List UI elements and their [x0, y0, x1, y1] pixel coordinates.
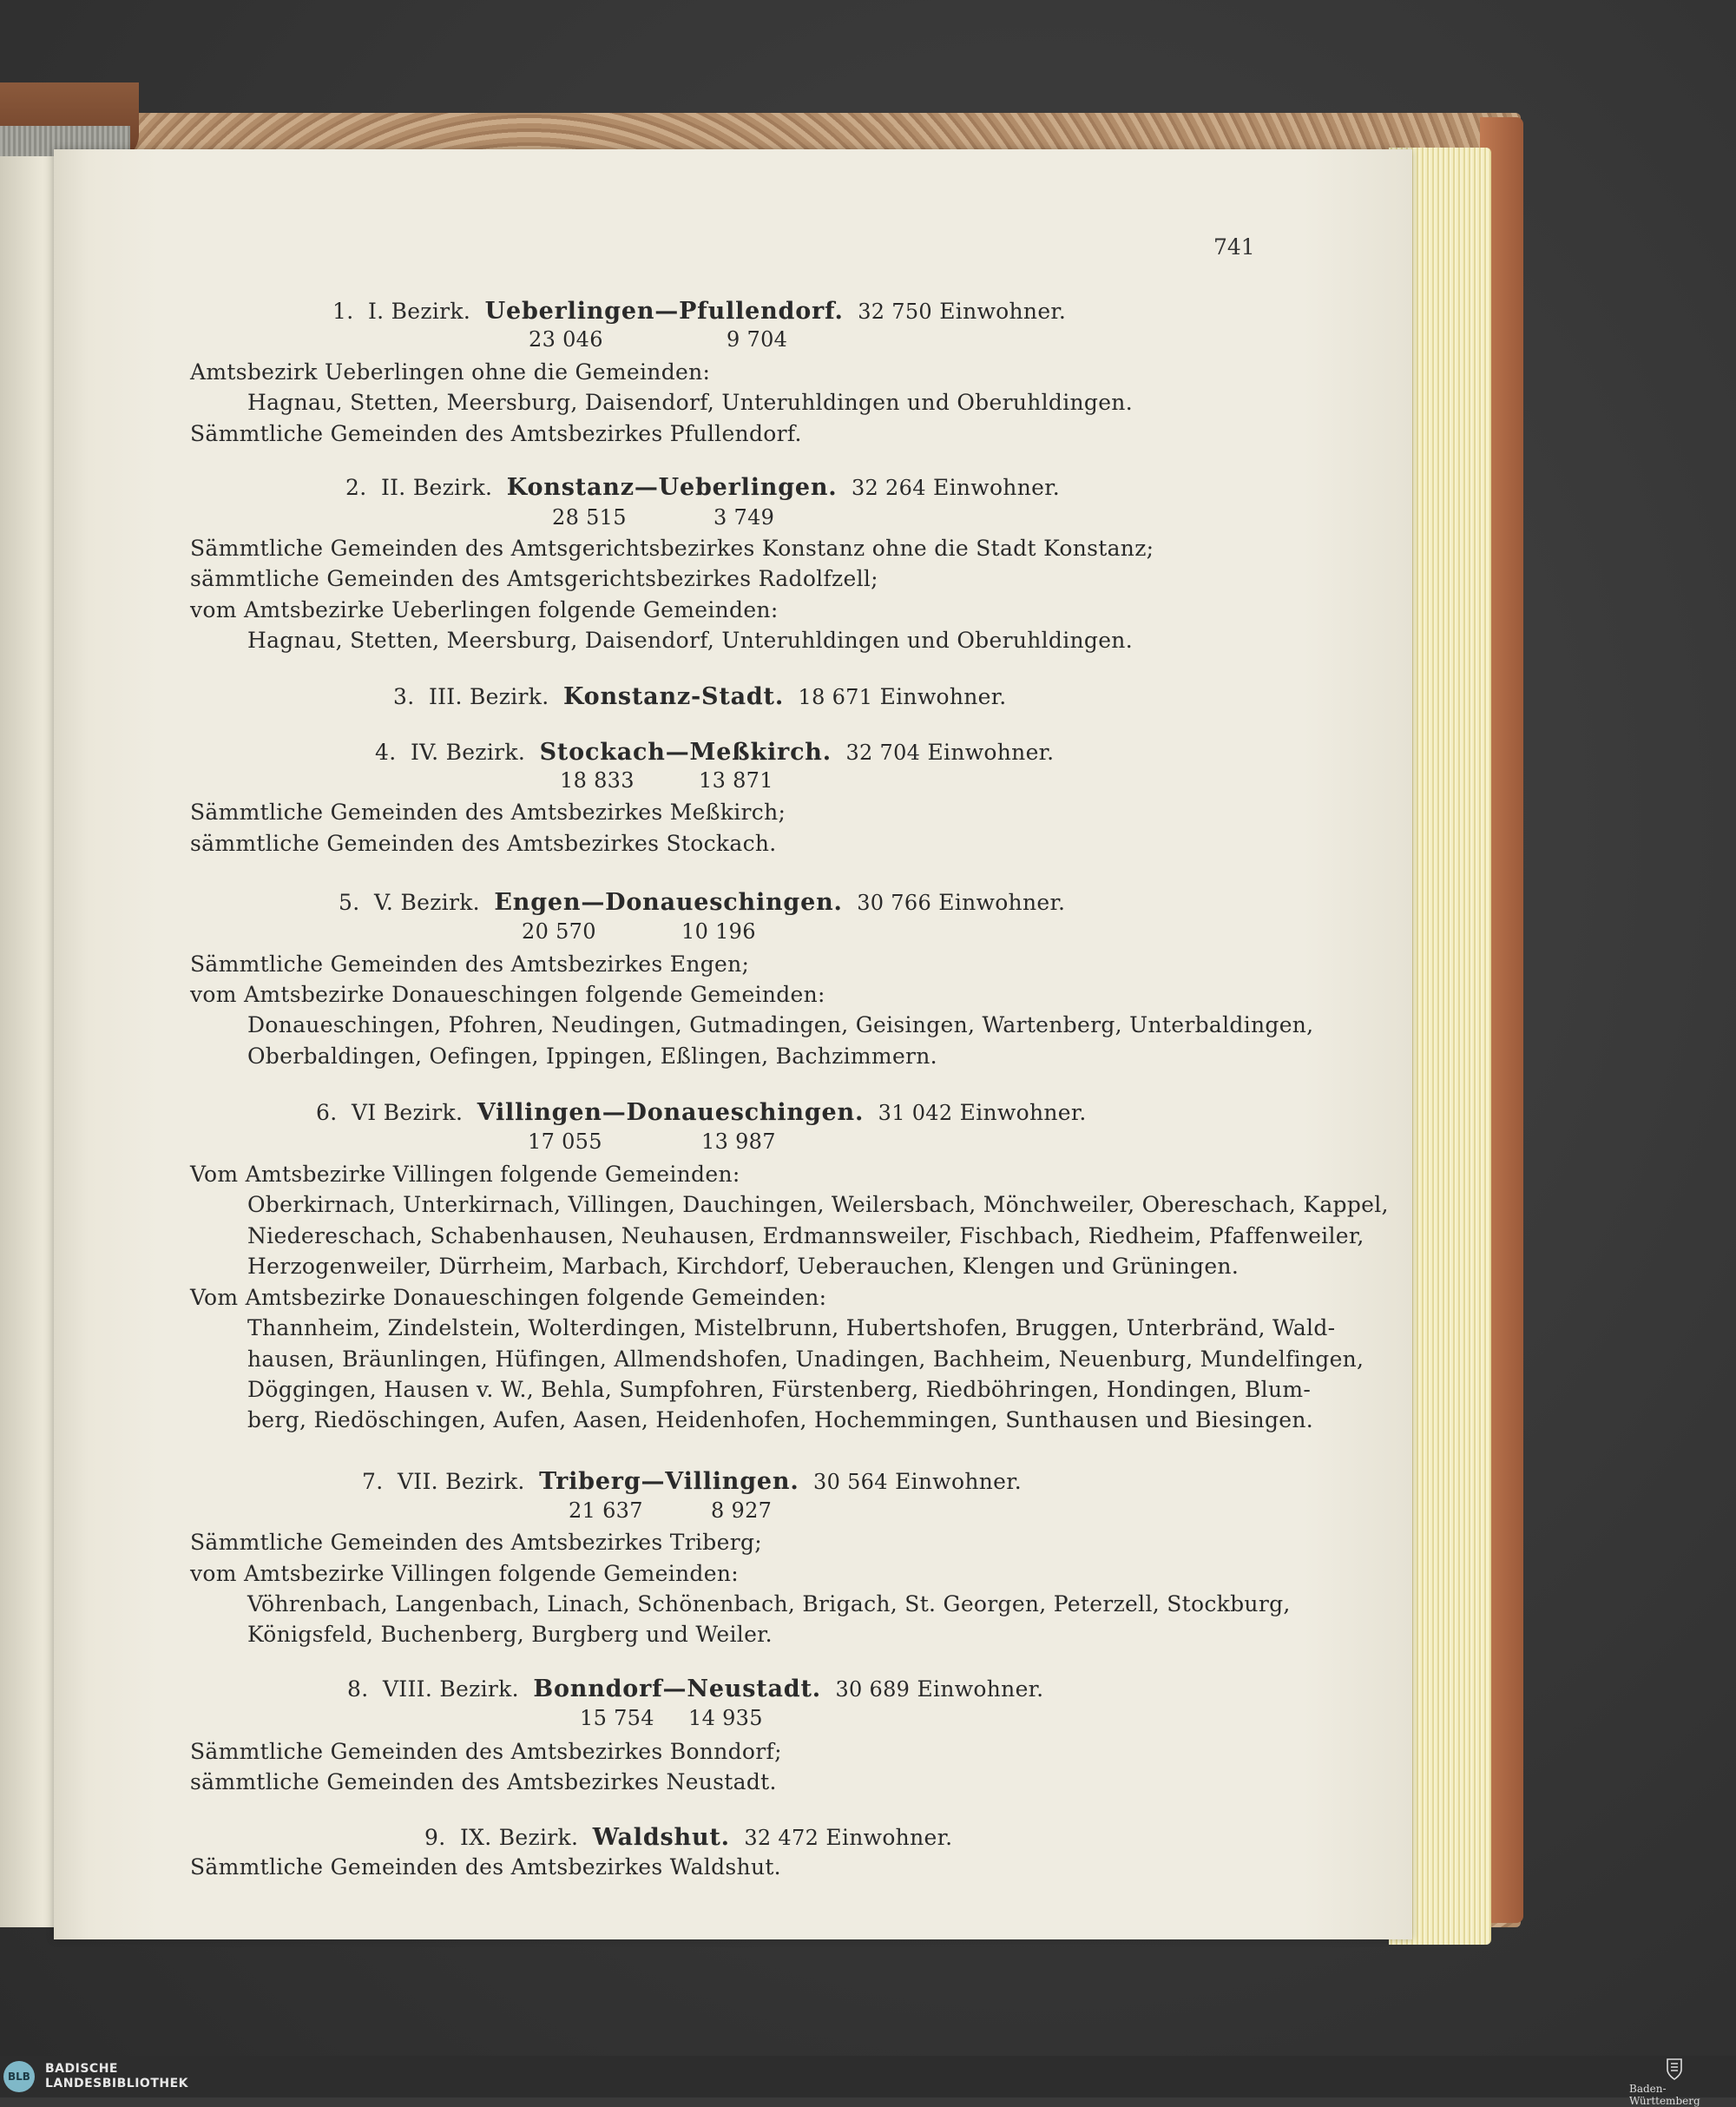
entry-line: Thannheim, Zindelstein, Wolterdingen, Mistelbrunn, Hubertshofen, Bruggen, Unterbränd, Wald-	[247, 1315, 1336, 1340]
entry-line: Hagnau, Stetten, Meersburg, Daisendorf, Unteruhldingen und Oberuhldingen.	[247, 390, 1133, 415]
entry-line: Sämmtliche Gemeinden des Amtsbezirkes Meßkirch;	[190, 800, 786, 825]
entry-line: Oberbaldingen, Oefingen, Ippingen, Eßlingen, Bachzimmern.	[247, 1044, 937, 1069]
entry-line: Niedereschach, Schabenhausen, Neuhausen, Erdmannsweiler, Fischbach, Riedheim, Pfaffenweiler,	[247, 1223, 1364, 1248]
entry-line: Vöhrenbach, Langenbach, Linach, Schönenbach, Brigach, St. Georgen, Peterzell, Stockburg,	[247, 1591, 1291, 1616]
entry-heading: 7. VII. Bezirk. Triberg—Villingen. 30 564 Einwohner.	[362, 1468, 1023, 1495]
entry-line: sämmtliche Gemeinden des Amtsbezirkes Neustadt.	[190, 1769, 777, 1794]
entry-line: sämmtliche Gemeinden des Amtsbezirkes Stockach.	[190, 831, 777, 856]
population-split-b: 10 196	[681, 919, 756, 944]
entry-heading: 5. V. Bezirk. Engen—Donaueschingen. 30 766 Einwohner.	[339, 889, 1066, 916]
entry-heading: 9. IX. Bezirk. Waldshut. 32 472 Einwohner.	[424, 1824, 953, 1851]
blb-logo-icon[interactable]: BLB	[3, 2061, 35, 2092]
entry-heading: 8. VIII. Bezirk. Bonndorf—Neustadt. 30 689 Einwohner.	[347, 1676, 1044, 1702]
population-split-a: 18 833	[560, 768, 635, 793]
population-split-b: 14 935	[688, 1706, 763, 1730]
entry-line: vom Amtsbezirke Villingen folgende Gemeinden:	[190, 1561, 739, 1586]
entry-heading: 1. I. Bezirk. Ueberlingen—Pfullendorf. 32 750 Einwohner.	[332, 298, 1067, 325]
entry-heading: 4. IV. Bezirk. Stockach—Meßkirch. 32 704 Einwohner.	[375, 739, 1055, 766]
population-split-a: 20 570	[522, 919, 596, 944]
entry-heading: 6. VI Bezirk. Villingen—Donaueschingen. 31 042 Einwohner.	[316, 1099, 1087, 1126]
entry-line: Herzogenweiler, Dürrheim, Marbach, Kirchdorf, Ueberauchen, Klengen und Grüningen.	[247, 1254, 1240, 1279]
population-split-b: 9 704	[727, 327, 788, 352]
entry-line: berg, Riedöschingen, Aufen, Aasen, Heidenhofen, Hochemmingen, Sunthausen und Biesingen.	[247, 1407, 1313, 1432]
entry-line: vom Amtsbezirke Donaueschingen folgende Gemeinden:	[190, 982, 825, 1007]
population-split-a: 17 055	[528, 1129, 602, 1154]
footer-bar	[0, 2056, 1736, 2107]
entry-line: Vom Amtsbezirke Donaueschingen folgende Gemeinden:	[190, 1285, 827, 1310]
entry-heading: 2. II. Bezirk. Konstanz—Ueberlingen. 32 264 Einwohner.	[345, 474, 1060, 501]
page-number: 741	[1213, 234, 1255, 260]
population-split-b: 13 987	[701, 1129, 776, 1154]
population-split-a: 21 637	[569, 1498, 643, 1523]
entry-line: Oberkirnach, Unterkirnach, Villingen, Dauchingen, Weilersbach, Mönchweiler, Obereschach, Kappel,	[247, 1192, 1389, 1217]
entry-line: Sämmtliche Gemeinden des Amtsbezirkes Waldshut.	[190, 1854, 781, 1880]
entry-line: Vom Amtsbezirke Villingen folgende Gemeinden:	[190, 1162, 740, 1187]
entry-heading: 3. III. Bezirk. Konstanz-Stadt. 18 671 Einwohner.	[393, 683, 1007, 710]
entry-line: Sämmtliche Gemeinden des Amtsbezirkes Engen;	[190, 951, 750, 977]
entry-line: Amtsbezirk Ueberlingen ohne die Gemeinden:	[190, 359, 711, 385]
population-split-b: 8 927	[711, 1498, 773, 1523]
entry-line: Sämmtliche Gemeinden des Amtsbezirkes Pfullendorf.	[190, 421, 802, 446]
entry-line: Königsfeld, Buchenberg, Burgberg und Weiler.	[247, 1622, 773, 1647]
population-split-b: 13 871	[699, 768, 773, 793]
population-split-a: 15 754	[580, 1706, 654, 1730]
entry-line: Sämmtliche Gemeinden des Amtsbezirkes Triberg;	[190, 1530, 762, 1555]
entry-line: Döggingen, Hausen v. W., Behla, Sumpfohren, Fürstenberg, Riedböhringen, Hondingen, Blum-	[247, 1377, 1312, 1402]
entry-line: vom Amtsbezirke Ueberlingen folgende Gemeinden:	[190, 597, 779, 622]
entry-line: Sämmtliche Gemeinden des Amtsgerichtsbezirkes Konstanz ohne die Stadt Konstanz;	[190, 536, 1154, 561]
region-label: Baden-Württemberg	[1629, 2083, 1700, 2107]
entry-line: Sämmtliche Gemeinden des Amtsbezirkes Bonndorf;	[190, 1739, 782, 1764]
coat-of-arms-icon	[1661, 2056, 1687, 2082]
population-split-b: 3 749	[713, 505, 775, 530]
population-split-a: 28 515	[552, 505, 627, 530]
entry-line: sämmtliche Gemeinden des Amtsgerichtsbezirkes Radolfzell;	[190, 566, 878, 591]
library-name[interactable]: BADISCHE LANDESBIBLIOTHEK	[45, 2062, 189, 2091]
entry-line: Donaueschingen, Pfohren, Neudingen, Gutmadingen, Geisingen, Wartenberg, Unterbaldingen,	[247, 1012, 1314, 1037]
entry-line: Hagnau, Stetten, Meersburg, Daisendorf, Unteruhldingen und Oberuhldingen.	[247, 628, 1133, 653]
entry-line: hausen, Bräunlingen, Hüfingen, Allmendshofen, Unadingen, Bachheim, Neuenburg, Mundelfingen,	[247, 1347, 1364, 1372]
population-split-a: 23 046	[529, 327, 603, 352]
